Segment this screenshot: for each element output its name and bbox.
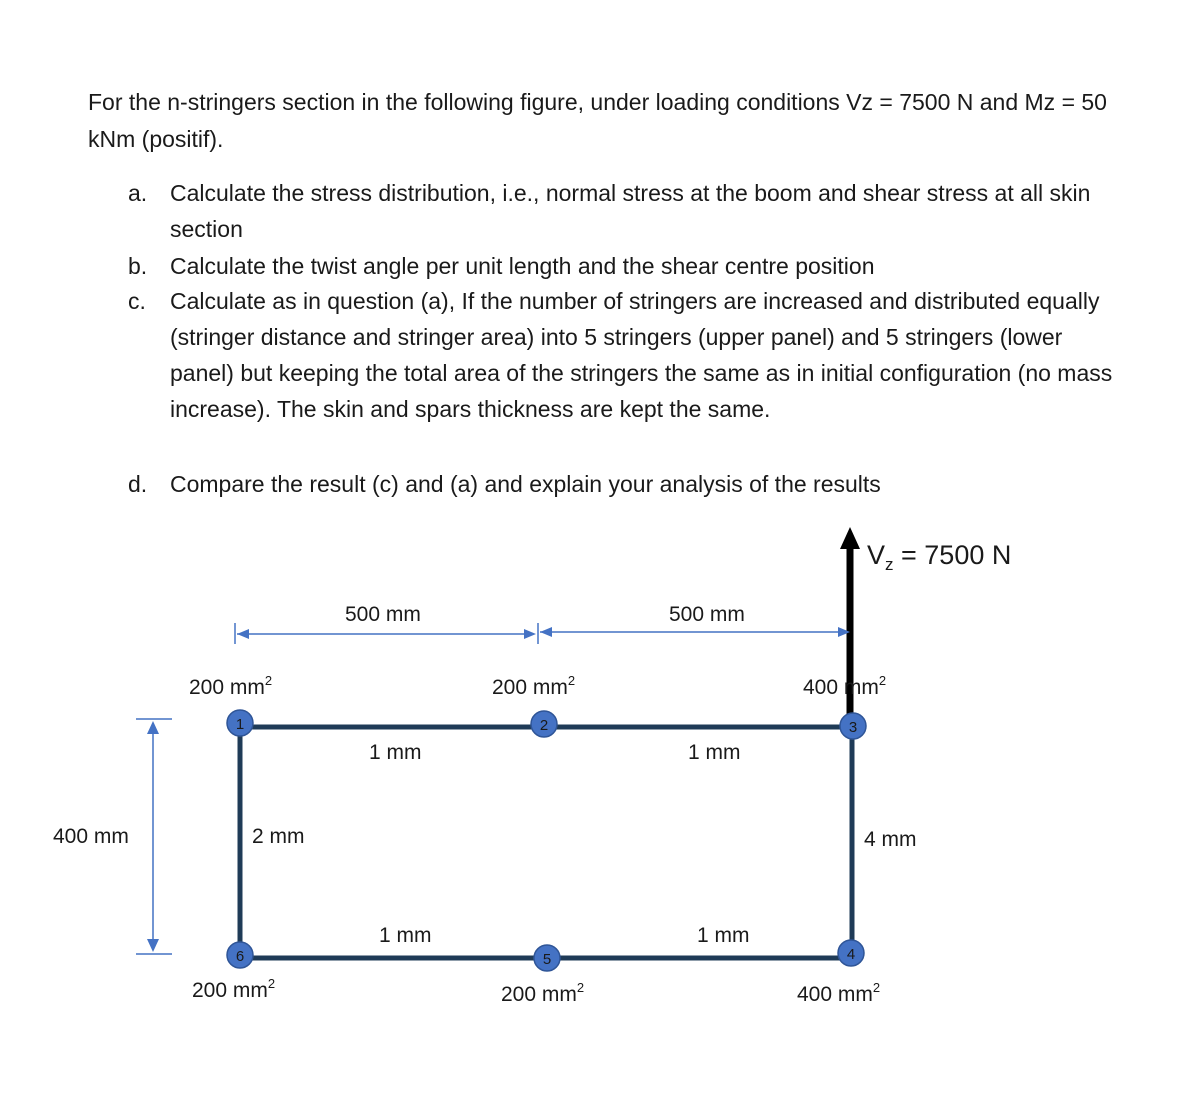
load-label: $V_z = 7500$ N	[867, 540, 1012, 574]
question-d-text: Compare the result (c) and (a) and explain your analysis of the results	[170, 471, 881, 497]
thickness-right-spar: 4 mm	[864, 828, 917, 851]
question-a-text: Calculate the stress distribution, i.e., normal stress at the boom and shear stress at all skin section	[170, 180, 1091, 242]
thickness-bottom-right: 1 mm	[697, 924, 750, 947]
boom-3-number: 3	[848, 719, 858, 736]
width-left-label: 500 mm	[345, 603, 421, 626]
boom-3-area: 400 $mm^2$	[803, 673, 887, 699]
width-dimension	[235, 623, 850, 644]
boom-2-number: 2	[539, 717, 549, 734]
boom-4-number: 4	[846, 946, 856, 963]
boom-3	[840, 713, 866, 739]
boom-6-area: 200 $mm^2$	[192, 976, 276, 1002]
question-a-marker: a.	[128, 180, 148, 206]
thickness-left-spar: 2 mm	[252, 825, 305, 848]
boom-2	[531, 711, 557, 737]
width-right-label: 500 mm	[669, 603, 745, 626]
boom-6	[227, 942, 253, 968]
boom-1-number: 1	[235, 716, 245, 733]
boom-4	[838, 940, 864, 966]
problem-intro: For the n-stringers section in the following figure, under loading conditions Vz = 7500 N and Mz = 50 kNm (positif).	[88, 89, 1107, 152]
boom-5-number: 5	[542, 951, 552, 968]
boom-4-area: 400 $mm^2$	[797, 980, 881, 1006]
height-dimension	[136, 719, 172, 954]
boom-5	[534, 945, 560, 971]
boom-1-area: 200 $mm^2$	[189, 673, 273, 699]
boom-5-area: 200 $mm^2$	[501, 980, 585, 1006]
section-skin	[240, 727, 852, 958]
thickness-top-right: 1 mm	[688, 741, 741, 764]
height-label: 400 mm	[53, 825, 129, 848]
question-c-text: Calculate as in question (a), If the number of stringers are increased and distributed equally (stringer distance and stringer area) into 5 stringers (upper panel) and 5 stringers (lower panel) but keeping the total area of the stringers the same as in initial configuration (no mass increase). The skin and spars thickness are kept the same.	[170, 288, 1113, 422]
question-b-marker: b.	[128, 253, 148, 279]
thickness-bottom-left: 1 mm	[379, 924, 432, 947]
question-c-marker: c.	[128, 288, 146, 314]
boom-1	[227, 710, 253, 736]
question-b-text: Calculate the twist angle per unit length and the shear centre position	[170, 253, 875, 279]
thickness-top-left: 1 mm	[369, 741, 422, 764]
question-d-marker: d.	[128, 471, 148, 497]
boom-6-number: 6	[235, 948, 245, 965]
boom-2-area: 200 $mm^2$	[492, 673, 576, 699]
